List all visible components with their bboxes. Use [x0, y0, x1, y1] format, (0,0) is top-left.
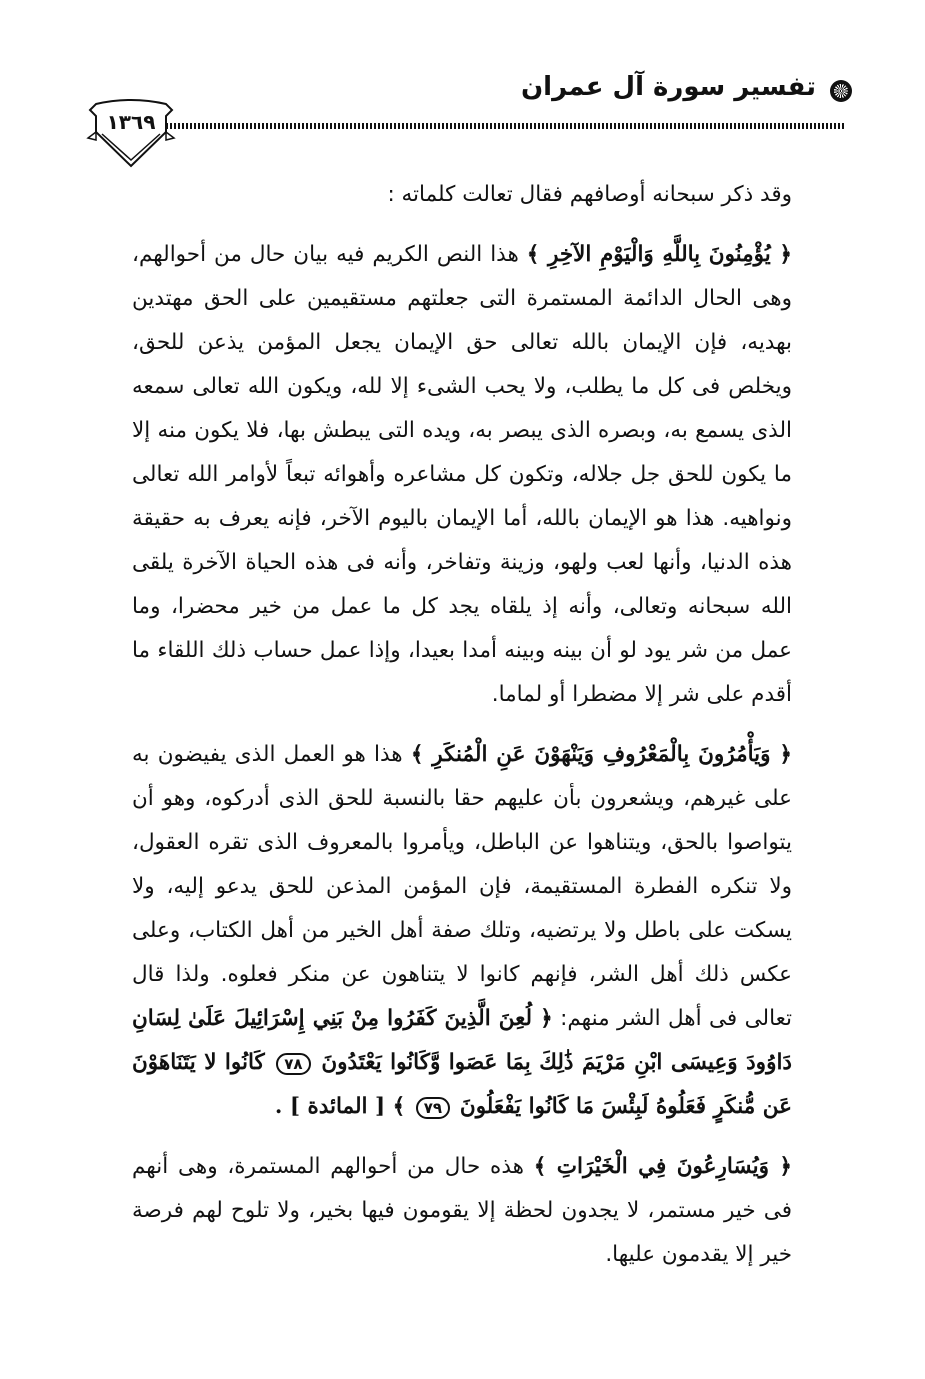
paragraph-text: هذا النص الكريم فيه بيان حال من أحوالهم، وهى الحال الدائمة المستمرة التى جعلتهم مستقيمين على الحق مهتدين بهديه، فإن الإيمان بالله تعالى حق الإيمان يجعل المؤمن يذعن للحق، ويخلص فى كل ما يطلب، ولا يحب الشىء إلا لله، ويكون الله تعالى سمعه الذى يسمع به، وبصره الذى يبصر به، ويده التى يبطش بها، فلا يكون منه إلا ما يكون للحق جل جلاله، وتكون كل مشاعره وأهوائه تبعاً لأوامر الله تعالى ونواهيه. هذا هو الإيمان بالله، أما الإيمان باليوم الآخر، فإنه يعرف به حقيقة هذه الدنيا، وأنها لعب ولهو، وزينة وتفاخر، وأنه فى هذه الحياة الآخرة يلقى الله سبحانه وتعالى، وأنه إذ يلقاه يجد كل ما عمل من خير محضرا، وما عمل من شر يود لو أن بينه وبينه أمدا بعيدا، وإذا عمل حساب ذلك اللقاء ما أقدم على شر إلا مضطرا أو لماما. — [132, 242, 792, 707]
intro-text: وقد ذكر سبحانه أوصافهم فقال تعالت كلماته : — [387, 182, 792, 207]
quran-quote: ﴿ وَيَأْمُرُونَ بِالْمَعْرُوفِ وَيَنْهَوْنَ عَنِ الْمُنكَرِ ﴾ — [410, 742, 792, 767]
quran-quote-maidah-79: كَانُوا لا يَتَنَاهَوْنَ عَن مُّنكَرٍ فَعَلُوهُ لَبِئْسَ مَا كَانُوا يَفْعَلُونَ — [132, 1050, 792, 1119]
badge-frame-icon — [86, 96, 176, 176]
quran-quote: ﴿ وَيُسَارِعُونَ فِي الْخَيْرَاتِ ﴾ — [533, 1154, 792, 1179]
surah-reference: ﴾ [ المائدة ] . — [274, 1094, 413, 1119]
paragraph-text: هذه حال من أحوالهم المستمرة، وهى أنهم فى خير مستمر، لا يجدون لحظة إلا يقومون فيها بخير، ولا تلوح لهم فرصة خير إلا يقدمون عليها. — [132, 1154, 792, 1267]
quran-quote: ﴿ يُؤْمِنُونَ بِاللَّهِ وَالْيَوْمِ الآخِرِ ﴾ — [526, 242, 792, 267]
page-number-badge — [86, 96, 176, 176]
surah-title: تفسير سورة آل عمران — [520, 72, 816, 102]
paragraph-enjoining-good — [132, 733, 792, 1129]
intro-paragraph — [132, 173, 792, 217]
flower-ornament-icon — [830, 80, 852, 102]
page-number: ١٣٦٩ — [106, 110, 156, 134]
paragraph-hastening-good — [132, 1145, 792, 1277]
verse-number-78: ٧٨ — [276, 1053, 310, 1075]
page-header — [86, 68, 856, 178]
header-rule — [166, 123, 846, 129]
paragraph-faith — [132, 233, 792, 717]
quran-quote-maidah-78: ﴿ لُعِنَ الَّذِينَ كَفَرُوا مِنْ بَنِي إِسْرَائِيلَ عَلَىٰ لِسَانِ دَاوُودَ وَعِيسَى ابْنِ مَرْيَمَ ذَٰلِكَ بِمَا عَصَوا وَّكَانُوا يَعْتَدُونَ — [132, 1006, 792, 1075]
paragraph-text: هذا هو العمل الذى يفيضون به على غيرهم، ويشعرون بأن عليهم حقا بالنسبة للحق الذى أدركوه، وهو أن يتواصوا بالحق، ويتناهوا عن الباطل، ويأمروا بالمعروف الذى تقره العقول، ولا تنكره الفطرة المستقيمة، فإن المؤمن المذعن للحق يدعو إليه، ولا يسكت على باطل ولا يرتضيه، وتلك صفة أهل الخير من أهل الكتاب، وعلى عكس ذلك أهل الشر، فإنهم كانوا لا يتناهون عن منكر فعلوه. ولذا قال تعالى فى أهل الشر منهم: — [132, 742, 792, 1031]
verse-number-79: ٧٩ — [416, 1097, 450, 1119]
page-body — [132, 173, 792, 1293]
